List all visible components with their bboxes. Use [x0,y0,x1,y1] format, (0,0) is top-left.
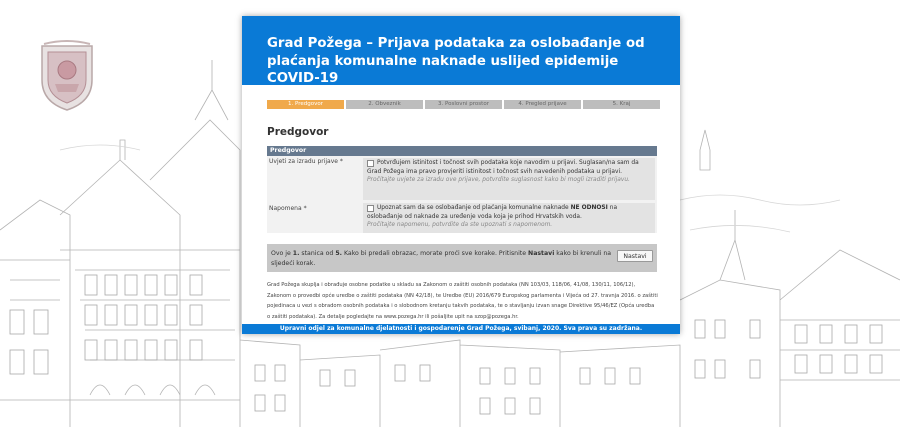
napomena-statement-1: Upoznat sam da se oslobađanje od plaćanja komunalne naknade [377,205,571,211]
section-title: Predgovor [267,126,329,138]
step-1-predgovor[interactable]: 1. Predgovor [267,100,344,109]
form-row-napomena [267,203,657,233]
info-current-step: 1. [292,250,300,257]
form-value-napomena [363,203,655,233]
next-button[interactable]: Nastavi [617,250,653,262]
form-label-uvjeti: Uvjeti za izradu prijave * [269,158,343,165]
city-coat-of-arms-icon [38,40,96,112]
application-form-card [242,16,680,334]
info-part: stanica od [299,250,336,257]
info-next-label: Nastavi [528,250,555,257]
info-part: kako bi krenuli na sljedeći korak. [271,250,612,267]
step-info-bar [267,244,657,272]
step-info-text [271,249,616,269]
napomena-text [367,204,649,230]
info-total-steps: 5. [335,250,342,257]
step-5-kraj[interactable]: 5. Kraj [583,100,660,109]
napomena-statement-2: na oslobađanje od naknade za uređenje voda koja je prihod Hrvatskih voda. [367,205,618,220]
info-part: Kako bi predali obrazac, morate proći sve korake. Pritisnite [341,250,529,257]
form-value-uvjeti [363,158,655,200]
page-header [242,16,680,85]
step-3-poslovni-prostor[interactable]: 3. Poslovni prostor [425,100,502,109]
napomena-hint: Pročitajte napomenu, potvrdite da ste upoznati s napomenom. [367,222,553,229]
page-footer: Upravni odjel za komunalne djelatnosti i gospodarenje Grad Požega, svibanj, 2020. Sva prava su zadržana. [242,324,680,334]
privacy-notice: Grad Požega skuplja i obrađuje osobne podatke u skladu sa Zakonom o zaštiti osobnih podataka (NN 103/03, 118/06, 41/08, 130/11, 106/12), Zakonom o provedbi opće uredbe o zaštiti podataka (NN 42/18), te Uredbe (EU) 2016/679 Europskog parlamenta i Vijeća od 27. travnja 2016. o zaštiti pojedinaca u vezi s obradom osobnih podataka i o slobodnom kretanju takvih podataka, te o stavljanju izvan snage Direktive 95/46/EZ (Opća uredba o zaštiti podataka). Za detalje pogledajte na www.pozega.hr ili pošaljite upit na szop@pozega.hr. [267,282,658,320]
napomena-statement-bold: NE ODNOSI [570,205,608,211]
uvjeti-hint: Pročitajte uvjete za izradu ove prijave, potvrdite suglasnost kako bi mogli izraditi prijavu. [367,177,630,184]
step-2-obveznik[interactable]: 2. Obveznik [346,100,423,109]
form-panel [267,146,657,233]
page-title: Grad Požega – Prijava podataka za oslobađanje od plaćanja komunalne naknade uslijed epidemije COVID-19 [267,36,645,86]
uvjeti-statement: Potvrđujem istinitost i točnost svih podataka koje navodim u prijavi. Suglasan/na sam da Grad Požega ima pravo provjeriti istinitost i točnost svih navedenih podataka u prijavi. [367,160,639,175]
form-row-uvjeti [267,156,657,201]
info-part: Ovo je [271,250,293,257]
form-panel-header: Predgovor [267,146,657,156]
step-4-pregled-prijave[interactable]: 4. Pregled prijave [504,100,581,109]
uvjeti-text [367,159,649,185]
form-label-napomena: Napomena * [269,205,307,212]
